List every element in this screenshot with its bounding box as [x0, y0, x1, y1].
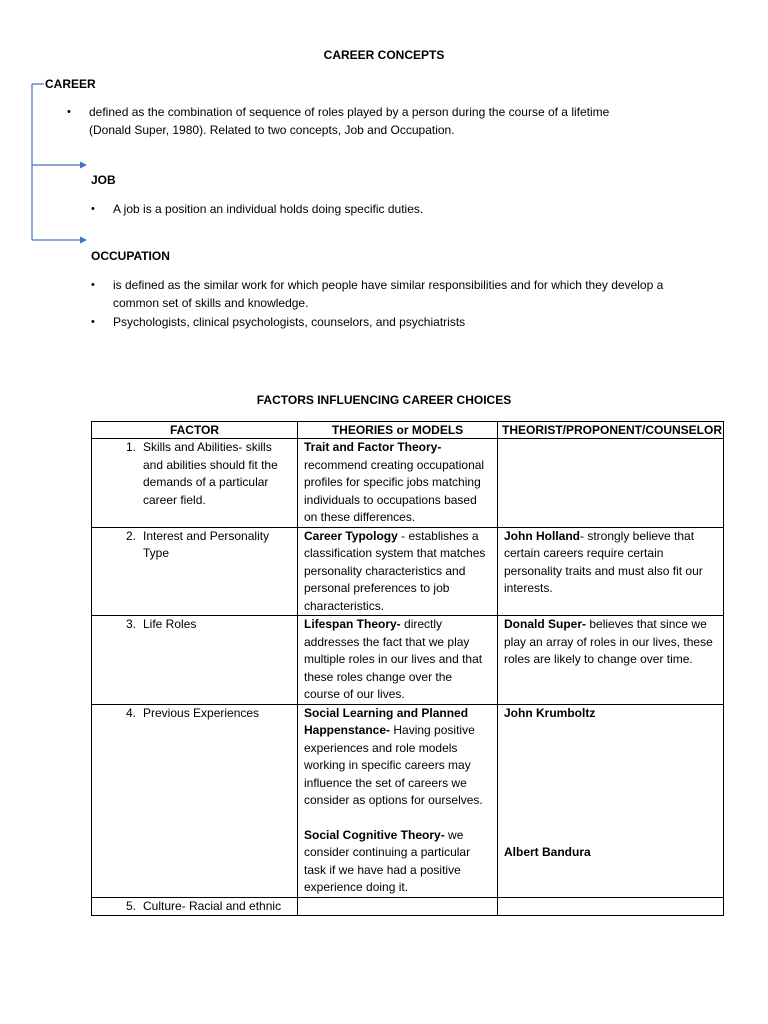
header-theorist: THEORIST/PROPONENT/COUNSELOR: [498, 422, 724, 439]
table-header-row: [92, 422, 724, 439]
table-row: [92, 616, 724, 705]
theory-description: Having positive experiences and role models working in specific careers may influence the set of careers we consider as options for ourselves.: [304, 723, 483, 807]
bullet-icon: •: [91, 203, 95, 215]
theorist-cell: [498, 439, 724, 528]
theorist-cell: [498, 527, 724, 616]
factor-text: Interest and Personality Type: [143, 528, 270, 560]
theory-cell: [298, 527, 498, 616]
table-row: [92, 439, 724, 528]
career-definition-line: (Donald Super, 1980). Related to two concepts, Job and Occupation.: [89, 122, 455, 137]
theorist-description: believes that since we play an array of roles in our lives, these roles are likely to change over time.: [504, 617, 713, 666]
factor-cell: [92, 439, 298, 528]
factor-cell: [92, 616, 298, 705]
occupation-heading: OCCUPATION: [91, 249, 170, 263]
occupation-definition-line: is defined as the similar work for which people have similar responsibilities and for which they develop a: [113, 278, 664, 292]
header-theories: THEORIES or MODELS: [298, 422, 498, 439]
factor-cell: [92, 527, 298, 616]
theory-description: directly addresses the fact that we play multiple roles in our lives and that these roles change over the course of our lives.: [304, 617, 483, 701]
theory-name: Lifespan Theory-: [304, 617, 401, 631]
theorist-description: - strongly believe that certain careers require certain personality traits and must also fit our interests.: [504, 528, 703, 595]
occupation-definition-line: common set of skills and knowledge.: [113, 295, 309, 310]
theorist-name: John Holland: [504, 528, 580, 543]
factor-cell: [92, 704, 298, 897]
theorist-cell: [498, 616, 724, 705]
career-definition-bullet: [67, 104, 609, 139]
theory-cell: [298, 704, 498, 897]
factor-text: Previous Experiences: [143, 705, 260, 720]
table-row: [92, 897, 724, 916]
theory-cell: [298, 616, 498, 705]
table-row: [92, 527, 724, 616]
theory-name: Trait and Factor Theory-: [304, 440, 442, 454]
factor-number: 5.: [125, 898, 136, 913]
factor-text: Culture- Racial and ethnic: [143, 898, 282, 913]
header-factor: FACTOR: [92, 422, 298, 439]
theory-description: - establishes a classification system that matches personality characteristics and personal preferences to job characteristics.: [304, 528, 486, 613]
factor-number: 3.: [125, 617, 136, 631]
occupation-definition-bullet: [91, 277, 663, 312]
occupation-examples-bullet: [91, 314, 465, 332]
theory-name: Social Learning and Planned Happenstance-: [304, 705, 469, 737]
career-definition-line: defined as the combination of sequence of roles played by a person during the course of a lifetime: [89, 105, 610, 119]
factor-number: 4.: [125, 705, 136, 720]
job-heading: JOB: [91, 173, 116, 187]
job-definition-bullet: [91, 201, 423, 219]
occupation-examples-text: Psychologists, clinical psychologists, counselors, and psychiatrists: [113, 315, 466, 329]
theory-name: Career Typology: [304, 528, 398, 543]
factor-text: Skills and Abilities- skills and abilities should fit the demands of a particular career field.: [143, 440, 278, 507]
table-row: [92, 704, 724, 897]
factors-table: [91, 421, 724, 916]
factors-title: FACTORS INFLUENCING CAREER CHOICES: [256, 393, 512, 407]
theorist-name: Albert Bandura: [504, 845, 591, 859]
bullet-icon: •: [67, 106, 71, 118]
theory-name: Social Cognitive Theory-: [304, 827, 445, 842]
theorist-cell: [498, 704, 724, 897]
theorist-name: John Krumboltz: [504, 705, 596, 720]
theorist-name: Donald Super-: [504, 617, 587, 631]
factor-text: Life Roles: [143, 617, 197, 631]
page-title: CAREER CONCEPTS: [323, 48, 445, 62]
factor-number: 1.: [125, 440, 136, 454]
factor-cell: [92, 897, 298, 916]
theory-cell: [298, 439, 498, 528]
theory-description: recommend creating occupational profiles for specific jobs matching individuals to occupations based on these differences.: [304, 457, 485, 524]
theory-cell: [298, 897, 498, 916]
bullet-icon: •: [91, 316, 95, 328]
theorist-cell: [498, 897, 724, 916]
bullet-icon: •: [91, 279, 95, 291]
theory-description: we consider continuing a particular task if we have had a positive experience doing it.: [304, 827, 471, 894]
factor-number: 2.: [125, 528, 136, 543]
job-definition-text: A job is a position an individual holds doing specific duties.: [113, 202, 424, 216]
career-heading: CAREER: [45, 77, 96, 91]
